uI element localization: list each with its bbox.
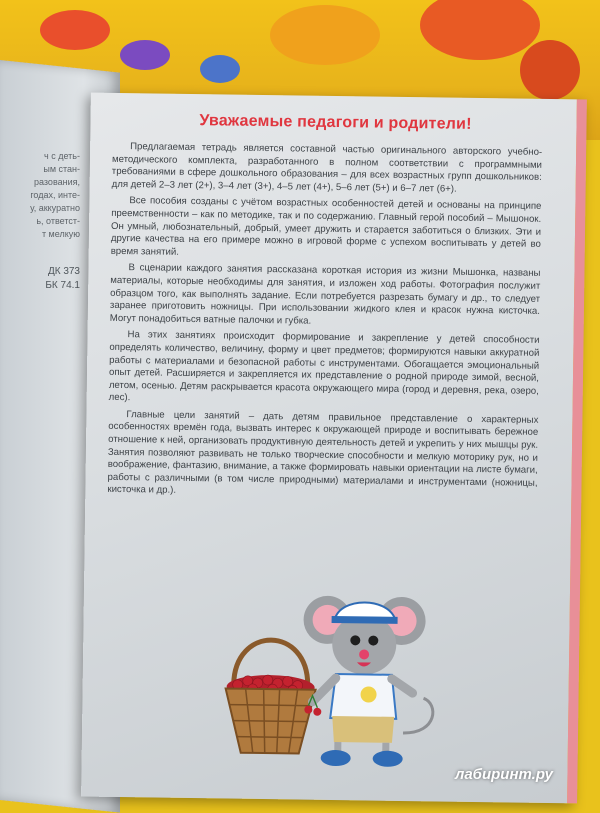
paragraph: Предлагаемая тетрадь является составной частью оригинального авторского учебно-методического комплекта, разработанного в полном соответствии с программными требованиями в сфере дошкольного образования – для всех возрастных групп дошкольников: для детей 2–3 лет (2+), 3–4 лет (3+), 4–5 лет (4+), 5–6 лет (5+) и 6–7 лет (6+). <box>111 141 543 195</box>
labirint-watermark: лабиринт.ру <box>455 766 553 783</box>
blanket-orange-pattern <box>270 5 380 65</box>
left-page-line: разования, <box>34 177 80 187</box>
left-page-codes <box>0 265 80 293</box>
bbk-code: БК 74.1 <box>45 280 80 291</box>
paragraph: Все пособия созданы с учётом возрастных особенностей детей и основаны на принципе преемственности – как по методике, так и по содержанию. Главный герой пособий – Мышонок. Он умный, любознательный, добрый, умеет дружить и старается заботиться о близких. Эти и другие качества на его примере можно в игровой форме с успехом воспитывать у детей во время занятий. <box>110 195 542 258</box>
paragraph: На этих занятиях происходит формирование и закрепление у детей способности определять количество, величину, форму и цвет предметов; формируются навыки аккуратной работы с материалами и безопасной работы с инструментами. Обогащается эмоциональный опыт детей. Расширяется и закрепляется их представление о родной природе зимой, весной, летом, осенью. Детям раскрывается красота окружающего мира (город и деревня, река, озеро, лес). <box>108 329 540 404</box>
left-page-line: у, аккуратно <box>30 203 80 213</box>
blanket-blue-pattern <box>200 55 240 83</box>
paragraph: Главные цели занятий – дать детям правильное представление о характерных особенностях времён года, вызвать интерес к окружающей природе и воспитывать бережное отношение к ней, организовать продуктивную деятельность детей и укрепить у них мышцы рук. Занятия позволяют развивать не только творческие способности и мелкую моторику рук, но и воображение, фантазию, внимание, а также формировать навыки ориентации на листе бумаги, работы с различными (в том числе природными) материалами и инструментами (ножницы, кисточка и др.). <box>107 408 539 497</box>
left-page-line: годах, инте- <box>30 190 80 200</box>
left-page-line: ч с деть- <box>44 151 80 161</box>
blanket-red-pattern <box>420 0 540 60</box>
left-page-text <box>0 150 80 241</box>
udk-code: ДК 373 <box>47 266 80 277</box>
blanket-red-pattern <box>40 10 110 50</box>
book-page <box>81 93 587 804</box>
page-body <box>107 141 542 507</box>
paragraph: В сценарии каждого занятия рассказана короткая история из жизни Мышонка, названы материалы, которые необходимы для занятия, и изложен ход работы. Фотография послужит образцом того, как выполнять задание. Если потребуется разрезать бумагу и др., то следует заранее приготовить ножницы. При использовании жидкого клея и красок нужна кисточка. Могут понадобиться ватные палочки и губка. <box>109 262 541 327</box>
left-page-line: ь, ответст- <box>36 216 80 226</box>
mouse-character-illustration <box>287 581 440 773</box>
blanket-purple-pattern <box>120 40 170 70</box>
left-page-line: т мелкую <box>41 229 80 239</box>
blanket-red-pattern <box>520 40 580 100</box>
page-heading: Уважаемые педагоги и родители! <box>199 112 472 133</box>
left-page-line: ым стан- <box>43 164 80 174</box>
